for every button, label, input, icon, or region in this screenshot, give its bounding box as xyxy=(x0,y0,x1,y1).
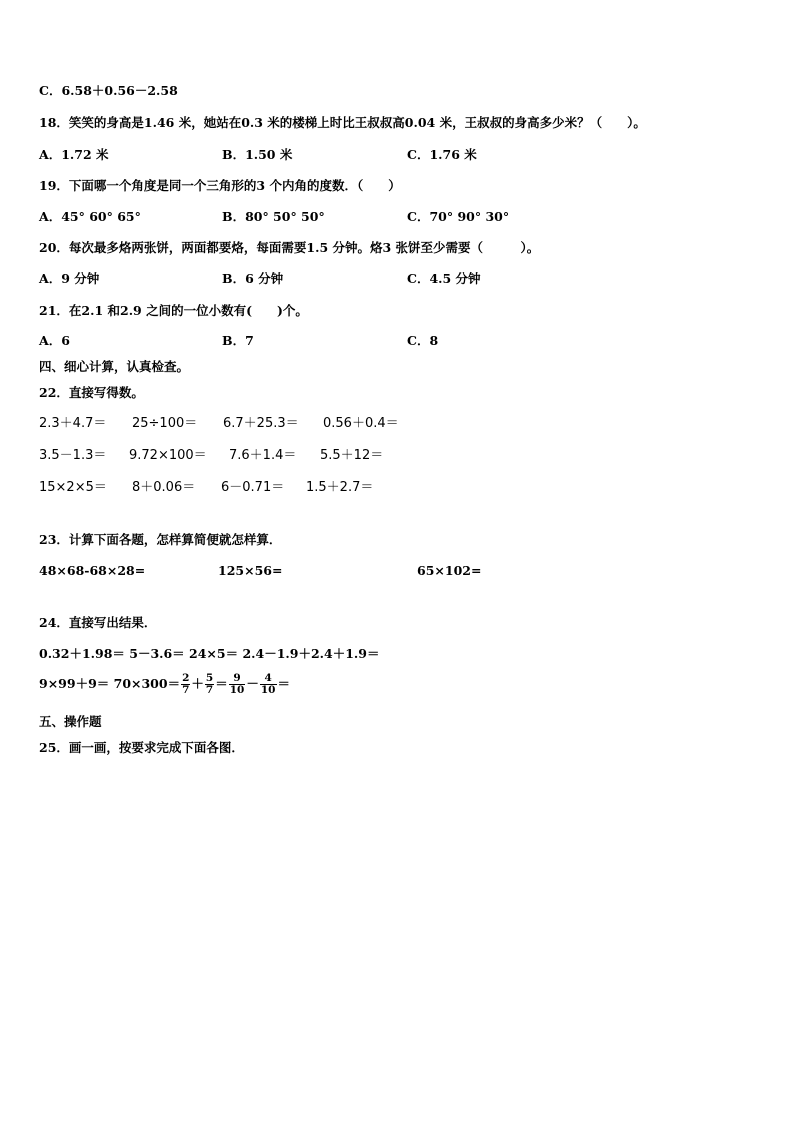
q24-line2-prefix: 9×99＋9＝ 70×300＝ xyxy=(39,676,181,691)
q18-option-c: C．1.76 米 xyxy=(407,147,477,162)
fraction-numerator: 5 xyxy=(205,672,214,684)
q22-calc: 1.5＋2.7＝ xyxy=(306,480,374,495)
q22-calc: 6－0.71＝ xyxy=(221,480,285,495)
section-5-heading: 五、操作题 xyxy=(39,714,102,729)
equals-sign: ＝ xyxy=(215,676,228,691)
q18-stem: 18．笑笑的身高是1.46 米，她站在0.3 米的楼梯上时比王叔叔高0.04 米，王叔叔的身高多少米？（ ）。 xyxy=(39,115,646,130)
fraction-denominator: 7 xyxy=(182,684,190,696)
q22-calc: 6.7＋25.3＝ xyxy=(223,416,299,431)
q24-stem: 24．直接写出结果． xyxy=(39,615,157,630)
q22-calc: 25÷100＝ xyxy=(132,416,198,431)
q22-calc: 15×2×5＝ xyxy=(39,480,107,495)
q22-calc: 8＋0.06＝ xyxy=(132,480,196,495)
q20-option-b: B．6 分钟 xyxy=(222,271,284,286)
q19-stem: 19．下面哪一个角度是同一个三角形的3 个内角的度数．（ ） xyxy=(39,178,401,193)
fraction-denominator: 10 xyxy=(229,684,245,696)
fraction-numerator: 9 xyxy=(229,673,246,685)
q22-calc: 5.5＋12＝ xyxy=(320,448,384,463)
q22-calc: 2.3＋4.7＝ xyxy=(39,416,107,431)
fraction xyxy=(205,673,214,696)
q22-calc: 7.6＋1.4＝ xyxy=(229,448,297,463)
q22-stem: 22．直接写得数。 xyxy=(39,385,144,400)
q19-option-c: C．70° 90° 30° xyxy=(407,209,510,224)
q18-option-a: A．1.72 米 xyxy=(39,147,109,162)
fraction xyxy=(181,673,190,696)
minus-sign: － xyxy=(246,676,259,691)
fraction-numerator: 4 xyxy=(260,673,277,685)
fraction-denominator: 7 xyxy=(205,684,214,696)
section-4-heading: 四、细心计算，认真检查。 xyxy=(39,359,190,374)
q22-calc: 3.5－1.3＝ xyxy=(39,448,107,463)
q23-stem: 23．计算下面各题，怎样算简便就怎样算． xyxy=(39,532,282,547)
q22-calc: 0.56＋0.4＝ xyxy=(323,416,399,431)
q21-option-b: B．7 xyxy=(222,333,254,348)
q21-option-a: A．6 xyxy=(39,333,70,348)
q22-calc: 9.72×100＝ xyxy=(129,448,207,463)
q24-line1: 0.32＋1.98＝ 5－3.6＝ 24×5＝ 2.4－1.9＋2.4＋1.9＝ xyxy=(39,646,380,661)
q25-stem: 25．画一画，按要求完成下面各图． xyxy=(39,740,244,755)
q19-option-b: B．80° 50° 50° xyxy=(222,209,325,224)
q23-item: 65×102= xyxy=(417,563,482,578)
q18-option-b: B．1.50 米 xyxy=(222,147,293,162)
fraction xyxy=(229,673,246,696)
q21-stem: 21．在2.1 和2.9 之间的一位小数有( )个。 xyxy=(39,303,308,318)
plus-sign: ＋ xyxy=(191,676,204,691)
q20-option-a: A．9 分钟 xyxy=(39,271,100,286)
q24-line2 xyxy=(39,673,290,696)
fraction-numerator: 2 xyxy=(182,672,190,684)
fraction xyxy=(260,673,277,696)
equals-sign: ＝ xyxy=(277,676,291,691)
q23-item: 125×56= xyxy=(218,563,283,578)
q21-option-c: C．8 xyxy=(407,333,439,348)
fraction-denominator: 10 xyxy=(260,684,276,696)
q20-stem: 20．每次最多烙两张饼，两面都要烙，每面需要1.5 分钟。烙3 张饼至少需要（ ）。 xyxy=(39,240,540,255)
q20-option-c: C．4.5 分钟 xyxy=(407,271,481,286)
q19-option-a: A．45° 60° 65° xyxy=(39,209,141,224)
q23-item: 48×68-68×28= xyxy=(39,563,146,578)
q17-option-c: C．6.58＋0.56－2.58 xyxy=(39,83,178,98)
